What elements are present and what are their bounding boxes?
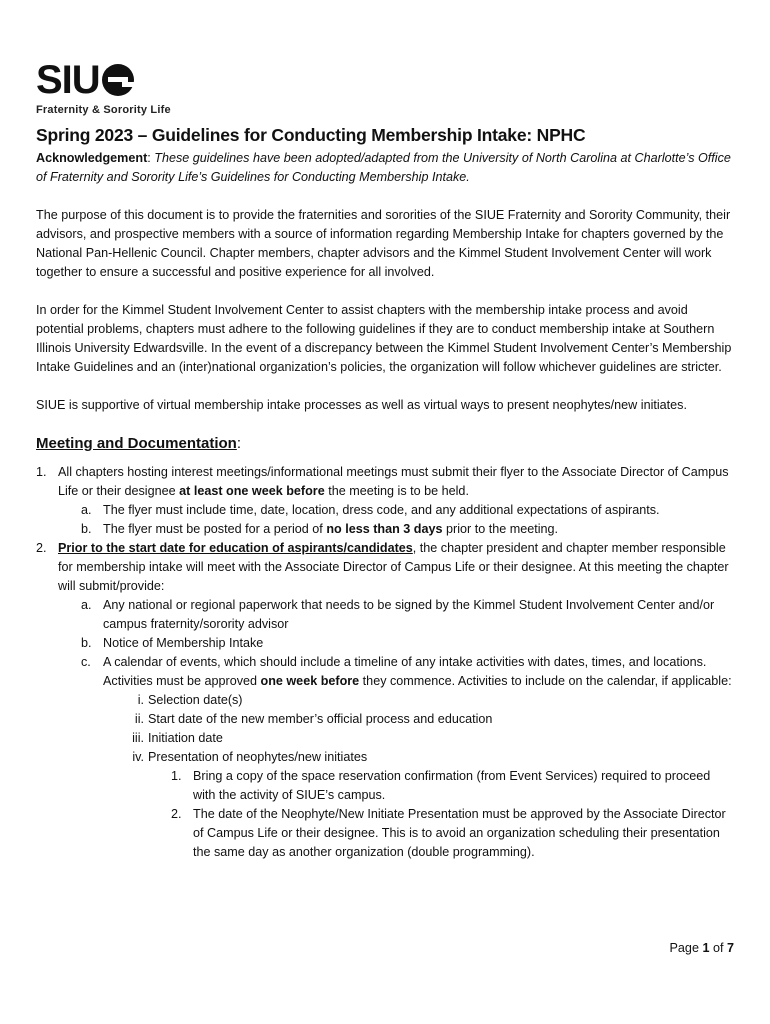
list-item-2c-iii: [36, 729, 736, 748]
list-number: 2.: [171, 807, 182, 821]
list-item-2c-i: [36, 691, 736, 710]
list-letter: a.: [81, 503, 92, 517]
item2c-text-end: they commence. Activities to include on the calendar, if applicable:: [359, 674, 732, 688]
item2-text: , the chapter president and chapter member responsible for membership intake will meet with the Associate Director of Campus Life or their designee. At this meeting the chapter will submit/provide:: [58, 541, 729, 593]
guidelines-list: [36, 463, 736, 862]
logo-e-icon: [101, 63, 135, 97]
list-letter: b.: [81, 636, 92, 650]
logo-mark: [36, 60, 171, 100]
document-body: [36, 124, 736, 862]
item2b-text: Notice of Membership Intake: [103, 636, 264, 650]
item2c-bold: one week before: [260, 674, 360, 688]
item1-text: All chapters hosting interest meetings/informational meetings must submit their flyer to the Associate Director of Campus Life or their designee: [58, 465, 729, 498]
adherence-paragraph: In order for the Kimmel Student Involvement Center to assist chapters with the membership intake process and avoid potential problems, chapters must adhere to the following guidelines if they are to conduct membership intake at Southern Illinois University Edwardsville. In the event of a discrepancy between the Kimmel Student Involvement Center’s Membership Intake Guidelines and an (inter)national organization’s policies, the organization will follow whichever guidelines are stricter.: [36, 303, 732, 374]
list-item-1b: [36, 520, 736, 539]
list-letter: a.: [81, 598, 92, 612]
sub-sub-item-text: The date of the Neophyte/New Initiate Presentation must be approved by the Associate Director of Campus Life or their designee. This is to avoid an organization scheduling their presentation the same day as another organization (double programming).: [193, 807, 726, 859]
list-item-2c-iv: [36, 748, 736, 767]
page-footer: [670, 941, 734, 955]
list-number: 1.: [36, 465, 47, 479]
section-heading-colon: :: [236, 435, 242, 452]
item2-bold-underlined: Prior to the start date for education of aspirants/candidates: [58, 541, 413, 555]
list-item-2c-iv-2: [36, 805, 736, 862]
item1a-text: The flyer must include time, date, location, dress code, and any additional expectations of aspirants.: [103, 503, 660, 517]
sub-item-text: Presentation of neophytes/new initiates: [148, 750, 368, 764]
item1-bold: at least one week before: [179, 484, 325, 498]
item2a-text: Any national or regional paperwork that needs to be signed by the Kimmel Student Involvement Center and/or campus fraternity/sorority advisor: [103, 598, 715, 631]
section-heading-text: Meeting and Documentation: [36, 435, 237, 452]
list-letter: b.: [81, 522, 92, 536]
list-item-2b: [36, 634, 736, 653]
sub-item-text: Initiation date: [148, 731, 223, 745]
list-letter: c.: [81, 655, 91, 669]
list-number: 2.: [36, 541, 47, 555]
purpose-paragraph: The purpose of this document is to provide the fraternities and sororities of the SIUE Fraternity and Sorority Community, their advisors, and prospective members with a source of information regarding Membership Intake for chapters governed by the National Pan-Hellenic Council. Chapter members, chapter advisors and the Kimmel Student Involvement Center will work together to ensure a successful and positive experience for all involved.: [36, 208, 731, 279]
page-current: 1: [702, 941, 710, 955]
list-item-1a: [36, 501, 736, 520]
siue-logo: [36, 60, 171, 116]
page-title: Spring 2023 – Guidelines for Conducting Membership Intake: NPHC: [36, 125, 586, 145]
list-number: 1.: [171, 769, 182, 783]
list-roman: ii.: [134, 712, 144, 726]
item1-text-end: the meeting is to be held.: [324, 484, 469, 498]
ack-separator: :: [147, 151, 155, 165]
list-roman: i.: [137, 693, 144, 707]
logo-brand: SIU: [36, 58, 100, 102]
ack-text: These guidelines have been adopted/adapted from the University of North Carolina at Charlotte’s Office of Fraternity and Sorority Life’s Guidelines for Conducting Membership Intake.: [36, 151, 731, 184]
sub-item-text: Start date of the new member’s official process and education: [148, 712, 493, 726]
sub-sub-item-text: Bring a copy of the space reservation confirmation (from Event Services) required to proceed with the activity of SIUE’s campus.: [193, 769, 711, 802]
page-total: 7: [726, 941, 734, 955]
list-roman: iv.: [132, 750, 144, 764]
logo-subtitle: Fraternity & Sorority Life: [36, 104, 171, 116]
item1b-text-end: prior to the meeting.: [442, 522, 559, 536]
list-item-2c-iv-1: [36, 767, 736, 805]
list-item-2c: [36, 653, 736, 691]
list-item-1: [36, 463, 736, 501]
list-item-2: [36, 539, 736, 596]
item2c-text: A calendar of events, which should include a timeline of any intake activities with dates, times, and locations. Activities must be approved: [103, 655, 707, 688]
section-heading: [36, 434, 736, 454]
acknowledgement: [36, 149, 736, 187]
page-of: of: [712, 941, 724, 955]
ack-label: Acknowledgement: [36, 151, 148, 165]
sub-item-text: Selection date(s): [148, 693, 243, 707]
virtual-paragraph: SIUE is supportive of virtual membership intake processes as well as virtual ways to present neophytes/new initiates.: [36, 398, 687, 412]
list-item-2c-ii: [36, 710, 736, 729]
item1b-bold: no less than 3 days: [326, 522, 443, 536]
page-label: Page: [669, 941, 699, 955]
list-roman: iii.: [132, 731, 144, 745]
list-item-2a: [36, 596, 736, 634]
item1b-text: The flyer must be posted for a period of: [103, 522, 327, 536]
